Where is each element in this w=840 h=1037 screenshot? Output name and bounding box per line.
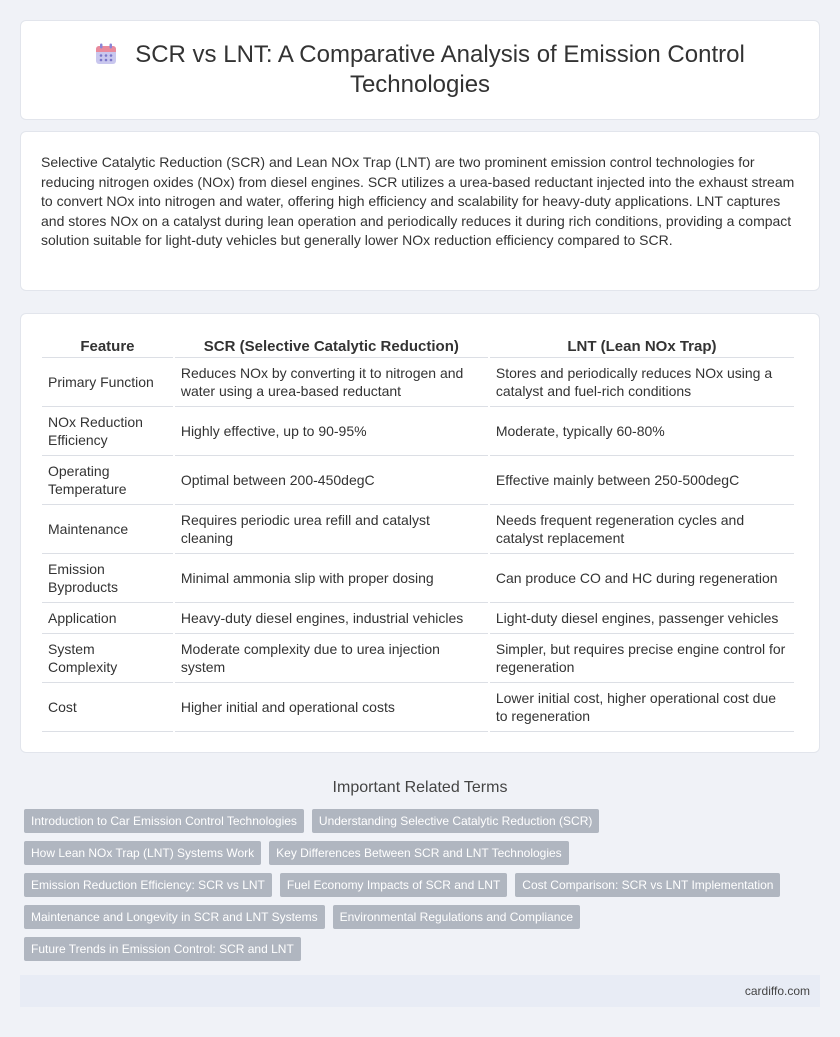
row-scr: Optimal between 200-450degC: [175, 456, 488, 505]
intro-paragraph: Selective Catalytic Reduction (SCR) and Lean NOx Trap (LNT) are two prominent emission control technologies for reducing nitrogen oxides (NOx) from diesel engines. SCR utilizes a urea-based reductant injected into the exhaust stream to convert NOx into nitrogen and water, offering high efficiency and scalability for heavy-duty applications. LNT captures and stores NOx on a catalyst during lean operation and periodically reduces it during rich conditions, providing a compact solution suitable for light-duty vehicles but generally lower NOx reduction efficiency compared to SCR.: [41, 154, 795, 248]
row-feature: Primary Function: [42, 358, 173, 407]
related-terms-list: [20, 809, 820, 961]
row-lnt: Light-duty diesel engines, passenger vehicles: [490, 603, 794, 634]
related-terms-title: Important Related Terms: [332, 779, 508, 796]
page-title: [81, 40, 759, 100]
row-lnt: Can produce CO and HC during regeneration: [490, 554, 794, 603]
row-feature: Emission Byproducts: [42, 554, 173, 603]
footer-site-link[interactable]: cardiffo.com: [744, 984, 810, 998]
title-card: [20, 20, 820, 120]
related-term-tag[interactable]: Maintenance and Longevity in SCR and LNT Systems: [24, 905, 325, 929]
row-scr: Minimal ammonia slip with proper dosing: [175, 554, 488, 603]
comparison-table: [40, 334, 796, 732]
row-scr: Highly effective, up to 90-95%: [175, 407, 488, 456]
row-scr: Heavy-duty diesel engines, industrial vehicles: [175, 603, 488, 634]
related-term-tag[interactable]: Future Trends in Emission Control: SCR and LNT: [24, 937, 301, 961]
table-row: [42, 683, 794, 732]
row-scr: Higher initial and operational costs: [175, 683, 488, 732]
table-row: [42, 505, 794, 554]
table-row: [42, 456, 794, 505]
intro-card: [20, 131, 820, 291]
related-term-tag[interactable]: Key Differences Between SCR and LNT Technologies: [269, 841, 569, 865]
related-term-tag[interactable]: Understanding Selective Catalytic Reduction (SCR): [312, 809, 599, 833]
row-lnt: Stores and periodically reduces NOx using a catalyst and fuel-rich conditions: [490, 358, 794, 407]
table-row: [42, 554, 794, 603]
table-row: [42, 358, 794, 407]
table-row: [42, 407, 794, 456]
row-lnt: Moderate, typically 60-80%: [490, 407, 794, 456]
comparison-table-card: [20, 313, 820, 753]
page-title-text: SCR vs LNT: A Comparative Analysis of Emission Control Technologies: [135, 41, 745, 98]
related-term-tag[interactable]: Emission Reduction Efficiency: SCR vs LNT: [24, 873, 272, 897]
row-scr: Moderate complexity due to urea injection system: [175, 634, 488, 683]
row-feature: NOx Reduction Efficiency: [42, 407, 173, 456]
footer: [20, 975, 820, 1007]
table-header-row: [42, 334, 794, 358]
row-lnt: Needs frequent regeneration cycles and catalyst replacement: [490, 505, 794, 554]
table-row: [42, 634, 794, 683]
related-term-tag[interactable]: Fuel Economy Impacts of SCR and LNT: [280, 873, 507, 897]
row-feature: Cost: [42, 683, 173, 732]
related-term-tag[interactable]: How Lean NOx Trap (LNT) Systems Work: [24, 841, 261, 865]
header-lnt: LNT (Lean NOx Trap): [490, 334, 794, 358]
table-row: [42, 603, 794, 634]
row-lnt: Lower initial cost, higher operational cost due to regeneration: [490, 683, 794, 732]
related-term-tag[interactable]: Introduction to Car Emission Control Technologies: [24, 809, 304, 833]
row-feature: System Complexity: [42, 634, 173, 683]
row-feature: Application: [42, 603, 173, 634]
row-feature: Maintenance: [42, 505, 173, 554]
row-lnt: Effective mainly between 250-500degC: [490, 456, 794, 505]
related-term-tag[interactable]: Cost Comparison: SCR vs LNT Implementation: [515, 873, 780, 897]
header-scr: SCR (Selective Catalytic Reduction): [175, 334, 488, 358]
row-scr: Reduces NOx by converting it to nitrogen and water using a urea-based reductant: [175, 358, 488, 407]
calendar-icon: [95, 43, 117, 65]
row-feature: Operating Temperature: [42, 456, 173, 505]
header-feature: Feature: [42, 334, 173, 358]
row-scr: Requires periodic urea refill and catalyst cleaning: [175, 505, 488, 554]
row-lnt: Simpler, but requires precise engine control for regeneration: [490, 634, 794, 683]
related-term-tag[interactable]: Environmental Regulations and Compliance: [333, 905, 580, 929]
